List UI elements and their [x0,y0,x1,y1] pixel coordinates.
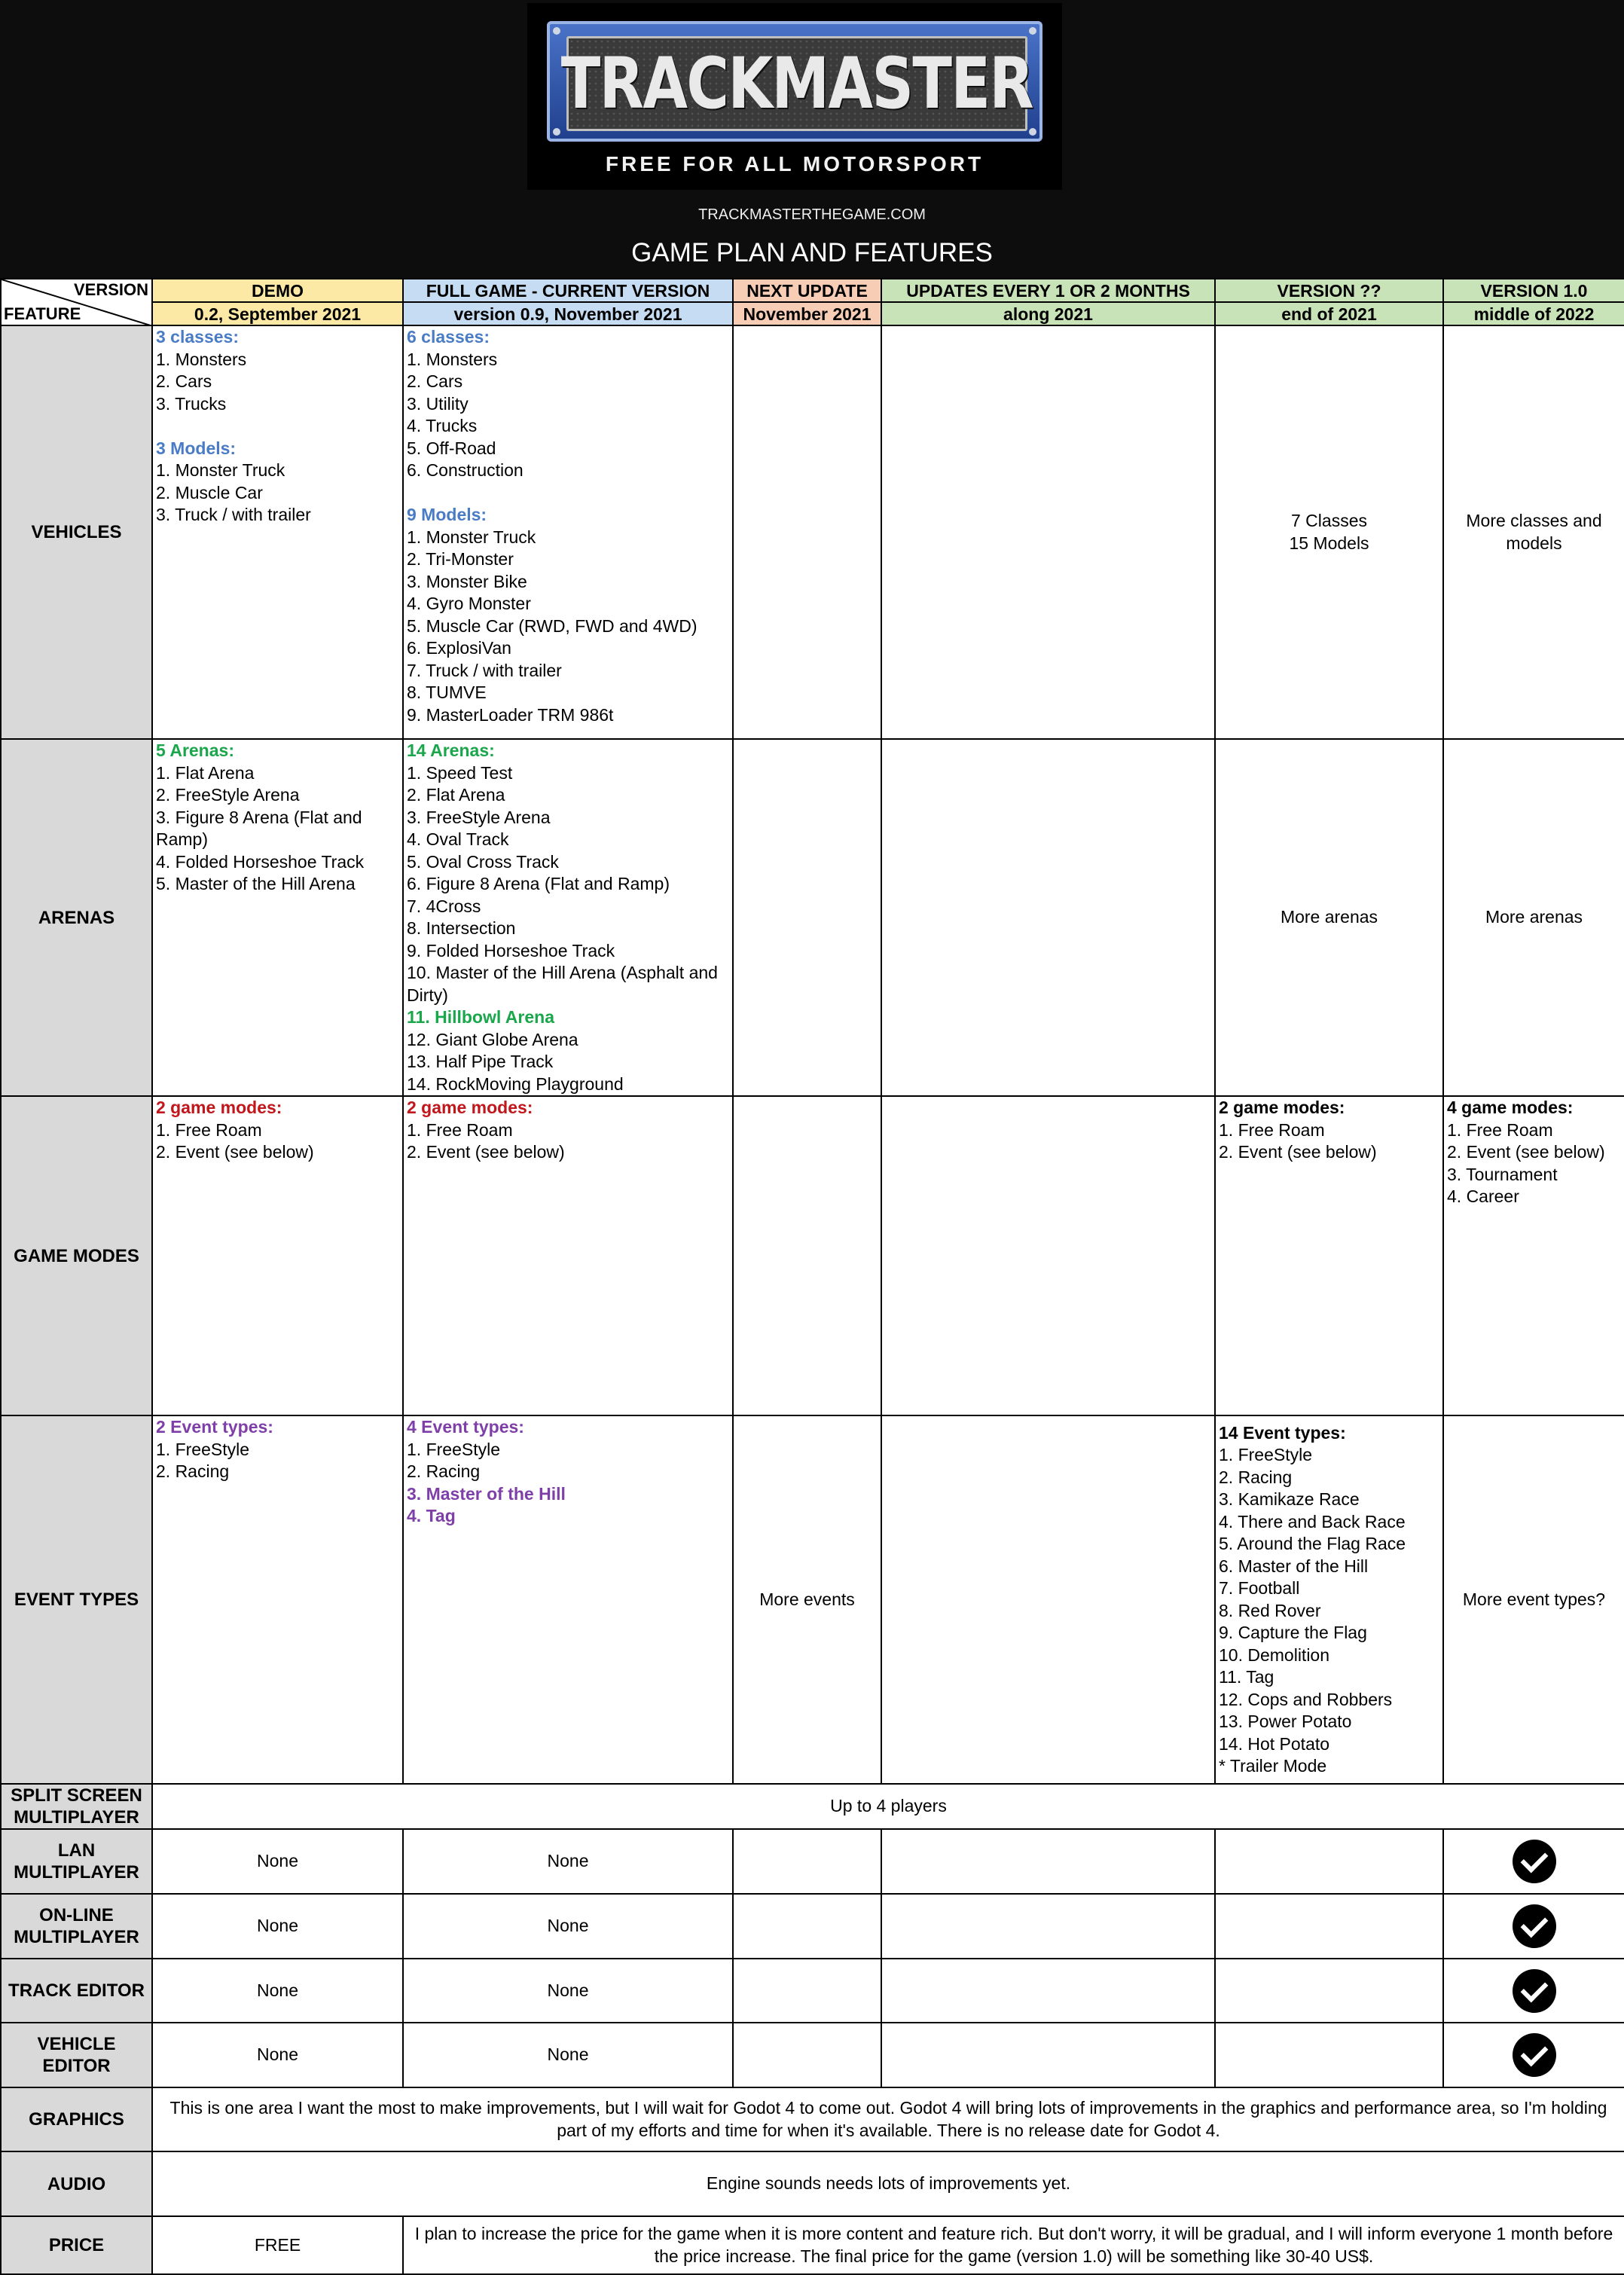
list-item: 3. Tournament [1447,1164,1558,1184]
arenas-demo-cell [152,739,403,1096]
list-item: 1. FreeStyle [1219,1445,1312,1464]
list-item: 3. FreeStyle Arena [407,807,551,827]
feature-label-split-screen: SPLIT SCREEN MULTIPLAYER [1,1784,152,1829]
list-item: 1. Free Roam [1219,1119,1325,1140]
column-header-version-qq: VERSION ?? [1215,279,1443,302]
list-item: 14. RockMoving Playground [407,1073,624,1094]
list-item: 4. Tag [407,1506,456,1525]
list-item: 2. Event (see below) [1219,1142,1377,1162]
vehicles-version-qq-cell [1215,325,1443,739]
list-item: 9. Capture the Flag [1219,1623,1367,1642]
column-header-full-game: FULL GAME - CURRENT VERSION [403,279,733,302]
vehicles-demo-classes [156,349,399,416]
list-item: 4. Career [1447,1186,1519,1206]
feature-label-track-editor: TRACK EDITOR [1,1959,152,2023]
online-full-cell: None [403,1894,733,1959]
feature-label-vehicle-editor: VEHICLE EDITOR [1,2023,152,2087]
vehicle-editor-row [1,2023,1624,2087]
vehicles-full-cell [403,325,733,739]
game-modes-next-cell [733,1096,881,1415]
online-demo-cell: None [152,1894,403,1959]
feature-label-vehicles: VEHICLES [1,325,152,739]
game-modes-full-title: 2 game modes: [407,1098,533,1117]
list-item: 3. Truck / with trailer [156,505,311,524]
game-modes-version-qq-title: 2 game modes: [1219,1098,1345,1117]
vehicle-editor-version-qq-cell [1215,2023,1443,2087]
price-note: I plan to increase the price for the game when it is more content and feature rich. But don't worry, it will be gradual, and I will inform everyone 1 month before the price increase. The final price for the game (version 1.0) will be something like 30-40 US$. [403,2216,1624,2274]
vehicles-version-1-cell: More classes and models [1443,325,1624,739]
arenas-demo-title: 5 Arenas: [156,741,234,760]
vehicle-editor-demo-cell: None [152,2023,403,2087]
audio-note: Engine sounds needs lots of improvements yet. [152,2151,1624,2216]
vehicles-row [1,325,1624,739]
list-item: 5. Muscle Car (RWD, FWD and 4WD) [407,615,698,636]
event-types-full-list [407,1439,729,1483]
feature-label-game-modes: GAME MODES [1,1096,152,1415]
feature-label-arenas: ARENAS [1,739,152,1096]
game-modes-demo-title: 2 game modes: [156,1098,282,1117]
list-item: 13. Power Potato [1219,1712,1352,1731]
list-item: 1. Speed Test [407,762,513,783]
game-modes-demo-list [156,1119,399,1164]
column-date-next-update: November 2021 [733,302,881,325]
version-header-row [1,279,1624,302]
list-item: 8. Intersection [407,918,516,938]
arenas-updates-cell [881,739,1215,1096]
game-modes-demo-cell [152,1096,403,1415]
list-item: 5. Around the Flag Race [1219,1534,1406,1553]
list-item: 1. Free Roam [156,1119,262,1140]
list-item: 2. Event (see below) [1447,1142,1605,1162]
arenas-full-list [407,762,729,1007]
list-item: 15 Models [1289,533,1369,553]
list-item: 2. Racing [407,1461,481,1481]
arenas-demo-list [156,762,399,896]
graphics-note: This is one area I want the most to make improvements, but I will wait for Godot 4 to come out. Godot 4 will bring lots of improvements in the graphics and performance area, so I'm holding part of my efforts and time for when it's available. There is no release date for Godot 4. [152,2087,1624,2151]
feature-label-graphics: GRAPHICS [1,2087,152,2151]
track-editor-row [1,1959,1624,2023]
lan-full-cell: None [403,1829,733,1894]
column-date-version-1: middle of 2022 [1443,302,1624,325]
feature-label-event-types: EVENT TYPES [1,1415,152,1784]
list-item: 1. Monster Truck [407,527,536,547]
track-editor-demo-cell: None [152,1959,403,2023]
event-types-updates-cell [881,1415,1215,1784]
price-row [1,2216,1624,2274]
column-header-updates: UPDATES EVERY 1 OR 2 MONTHS [881,279,1215,302]
list-item: 1. Monster Truck [156,460,285,480]
check-icon [1513,1969,1556,2013]
logo-mesh [560,36,1033,131]
track-editor-version-1-cell [1443,1959,1624,2023]
vehicles-demo-cell [152,325,403,739]
list-item: 13. Half Pipe Track [407,1052,554,1071]
event-types-full-title: 4 Event types: [407,1417,524,1437]
list-item: 3. Utility [407,393,469,414]
check-icon [1513,1840,1556,1883]
list-item: 2. Cars [407,371,463,391]
vehicles-full-classes [407,349,729,482]
list-item: 6. Construction [407,460,524,480]
list-item: * Trailer Mode [1219,1756,1327,1776]
list-item: 4. Trucks [407,416,478,435]
list-item: 7. 4Cross [407,896,481,916]
list-item: 3. Kamikaze Race [1219,1489,1360,1509]
arenas-full-list-after [407,1029,729,1096]
vehicles-full-classes-title: 6 classes: [407,327,490,347]
list-item: 4. Gyro Monster [407,594,531,613]
list-item: 2. Event (see below) [156,1142,314,1162]
event-types-next-cell: More events [733,1415,881,1784]
vehicle-editor-next-cell [733,2023,881,2087]
game-modes-row [1,1096,1624,1415]
event-types-version-qq-list [1219,1444,1439,1778]
lan-row [1,1829,1624,1894]
feature-label-audio: AUDIO [1,2151,152,2216]
list-item: 10. Master of the Hill Arena (Asphalt and Dirty) [407,963,718,1005]
list-item: 3. Figure 8 Arena (Flat and Ramp) [156,807,362,849]
column-date-updates: along 2021 [881,302,1215,325]
list-item: 9. MasterLoader TRM 986t [407,704,614,725]
list-item: 4. Folded Horseshoe Track [156,851,365,872]
game-modes-full-cell [403,1096,733,1415]
logo-tagline: FREE FOR ALL MOTORSPORT [605,152,984,176]
track-editor-full-cell: None [403,1959,733,2023]
column-header-next-update: NEXT UPDATE [733,279,881,302]
column-header-demo: DEMO [152,279,403,302]
online-version-1-cell [1443,1894,1624,1959]
list-item: 3. Monster Bike [407,571,527,591]
vehicles-full-models-title: 9 Models: [407,505,487,524]
logo-text: TRACKMASTER [560,42,1033,125]
list-item: 5. Master of the Hill Arena [156,874,356,893]
list-item: 3. Trucks [156,393,227,414]
game-modes-updates-cell [881,1096,1215,1415]
list-item: 1. Free Roam [407,1119,513,1140]
arenas-next-cell [733,739,881,1096]
check-icon [1513,2033,1556,2077]
bolt-icon [553,27,560,35]
event-types-full-new-list [407,1483,729,1528]
site-url[interactable]: TRACKMASTERTHEGAME.COM [698,206,926,223]
vehicles-full-models [407,527,729,727]
list-item: 9. Folded Horseshoe Track [407,940,615,960]
list-item: 2. FreeStyle Arena [156,785,300,805]
arenas-row [1,739,1624,1096]
arenas-full-title: 14 Arenas: [407,741,495,760]
arenas-full-new-item: 11. Hillbowl Arena [407,1007,554,1027]
vehicles-updates-cell [881,325,1215,739]
list-item: 2. Racing [156,1461,230,1481]
graphics-row [1,2087,1624,2151]
list-item: 12. Cops and Robbers [1219,1689,1393,1709]
list-item: 2. Tri-Monster [407,549,514,569]
lan-version-1-cell [1443,1829,1624,1894]
vehicles-next-cell [733,325,881,739]
trackmaster-logo [527,3,1062,190]
vehicles-demo-models [156,460,399,527]
game-modes-version-qq-list [1219,1119,1439,1164]
column-header-version-1: VERSION 1.0 [1443,279,1624,302]
vehicle-editor-full-cell: None [403,2023,733,2087]
vehicle-editor-updates-cell [881,2023,1215,2087]
page-title: GAME PLAN AND FEATURES [631,238,993,267]
list-item: 7 Classes [1291,511,1367,530]
logo-plate [547,21,1042,142]
track-editor-version-qq-cell [1215,1959,1443,2023]
arenas-version-1-cell: More arenas [1443,739,1624,1096]
game-modes-version-1-list [1447,1119,1621,1208]
list-item: 1. FreeStyle [407,1439,500,1459]
list-item: 1. Monsters [156,349,247,369]
list-item: 1. FreeStyle [156,1439,249,1459]
list-item: 10. Demolition [1219,1644,1330,1665]
lan-demo-cell: None [152,1829,403,1894]
event-types-version-1-cell: More event types? [1443,1415,1624,1784]
list-item: 1. Flat Arena [156,762,255,783]
list-item: 7. Truck / with trailer [407,660,562,680]
price-demo-cell: FREE [152,2216,403,2274]
feature-label-lan: LAN MULTIPLAYER [1,1829,152,1894]
list-item: 2. Event (see below) [407,1142,565,1162]
list-item: 12. Giant Globe Arena [407,1029,578,1049]
vehicles-demo-classes-title: 3 classes: [156,327,239,347]
list-item: 14. Hot Potato [1219,1733,1330,1754]
game-modes-full-list [407,1119,729,1164]
list-item: 2. Muscle Car [156,482,263,502]
event-types-demo-cell [152,1415,403,1784]
list-item: 6. Master of the Hill [1219,1556,1369,1576]
list-item: 8. TUMVE [407,682,487,702]
event-types-row [1,1415,1624,1784]
list-item: 8. Red Rover [1219,1600,1321,1620]
vehicle-editor-version-1-cell [1443,2023,1624,2087]
column-date-full-game: version 0.9, November 2021 [403,302,733,325]
column-date-demo: 0.2, September 2021 [152,302,403,325]
list-item: 4. There and Back Race [1219,1511,1406,1531]
column-date-version-qq: end of 2021 [1215,302,1443,325]
list-item: 2. Cars [156,371,212,391]
feature-label-price: PRICE [1,2216,152,2274]
bolt-icon [553,128,560,136]
version-axis-label: VERSION [73,280,148,299]
online-next-cell [733,1894,881,1959]
event-types-version-qq-cell [1215,1415,1443,1784]
list-item: 5. Oval Cross Track [407,851,559,872]
arenas-version-qq-cell: More arenas [1215,739,1443,1096]
list-item: 7. Football [1219,1578,1300,1598]
lan-updates-cell [881,1829,1215,1894]
game-plan-table [0,278,1624,2275]
game-modes-version-1-title: 4 game modes: [1447,1098,1574,1117]
check-icon [1513,1904,1556,1948]
track-editor-updates-cell [881,1959,1215,2023]
event-types-version-qq-title: 14 Event types: [1219,1422,1346,1443]
game-modes-version-1-cell [1443,1096,1624,1415]
audio-row [1,2151,1624,2216]
bolt-icon [1029,27,1036,35]
split-screen-row [1,1784,1624,1829]
list-item: 2. Racing [1219,1467,1293,1487]
game-modes-version-qq-cell [1215,1096,1443,1415]
feature-axis-label: FEATURE [4,304,81,323]
list-item: 3. Master of the Hill [407,1483,566,1504]
list-item: 6. Figure 8 Arena (Flat and Ramp) [407,874,670,893]
online-row [1,1894,1624,1959]
online-updates-cell [881,1894,1215,1959]
list-item: 1. Monsters [407,349,498,369]
date-header-row [1,302,1624,325]
list-item: 5. Off-Road [407,438,496,458]
arenas-full-cell [403,739,733,1096]
split-screen-value: Up to 4 players [152,1784,1624,1829]
vehicles-version-qq-list [1219,510,1439,554]
online-version-qq-cell [1215,1894,1443,1959]
event-types-demo-title: 2 Event types: [156,1417,273,1437]
lan-version-qq-cell [1215,1829,1443,1894]
list-item: 1. Free Roam [1447,1119,1553,1140]
bolt-icon [1029,128,1036,136]
list-item: 2. Flat Arena [407,785,505,805]
list-item: 4. Oval Track [407,829,509,849]
track-editor-next-cell [733,1959,881,2023]
page-header [0,0,1624,279]
table-corner [1,279,152,325]
list-item: 6. ExplosiVan [407,638,511,658]
event-types-full-cell [403,1415,733,1784]
lan-next-cell [733,1829,881,1894]
list-item: 11. Tag [1219,1667,1274,1687]
event-types-demo-list [156,1439,399,1483]
feature-label-online: ON-LINE MULTIPLAYER [1,1894,152,1959]
vehicles-demo-models-title: 3 Models: [156,438,237,458]
